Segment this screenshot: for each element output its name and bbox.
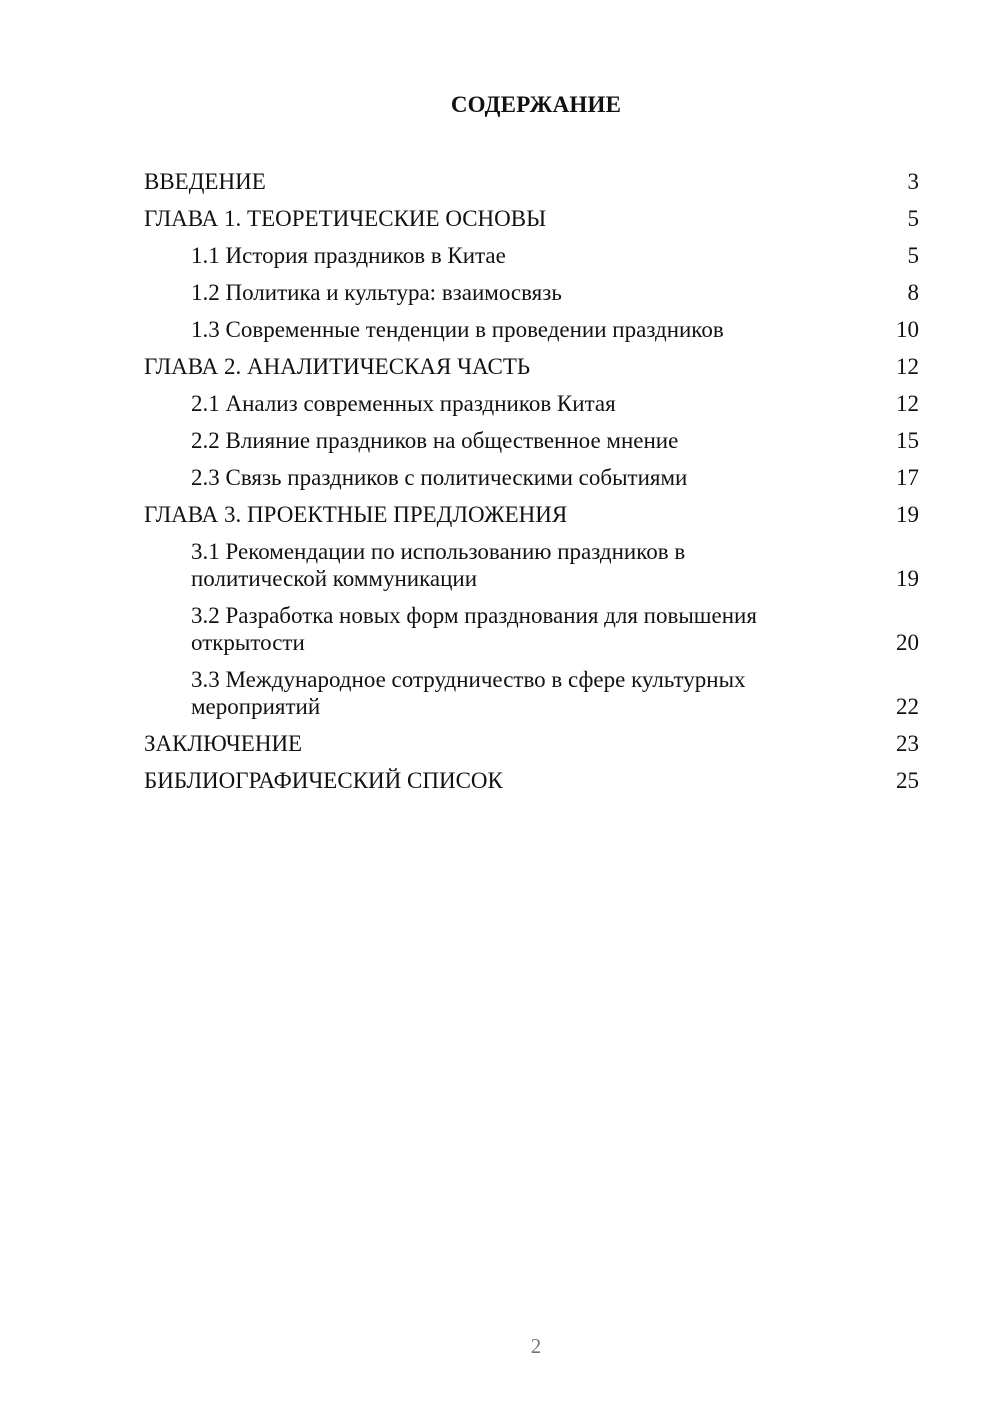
toc-entry-page-number: 5 bbox=[907, 243, 919, 268]
toc-entry-label: 2.2 Влияние праздников на общественное мнение bbox=[191, 428, 679, 453]
toc-entry[interactable] bbox=[144, 353, 919, 380]
toc-entry[interactable] bbox=[144, 464, 919, 491]
toc-entry-page-number: 5 bbox=[907, 206, 919, 231]
toc-entry-label: 2.1 Анализ современных праздников Китая bbox=[191, 391, 616, 416]
toc-entry[interactable] bbox=[144, 501, 919, 528]
toc-entry[interactable] bbox=[144, 205, 919, 232]
toc-entry[interactable] bbox=[144, 602, 919, 656]
toc-entry[interactable] bbox=[144, 242, 919, 269]
toc-entry-page-number: 19 bbox=[896, 502, 919, 527]
toc-entry-label: БИБЛИОГРАФИЧЕСКИЙ СПИСОК bbox=[144, 768, 503, 793]
toc-entry-page-number: 12 bbox=[896, 391, 919, 416]
toc-entry[interactable] bbox=[144, 168, 919, 195]
toc-entry-label: ГЛАВА 1. ТЕОРЕТИЧЕСКИЕ ОСНОВЫ bbox=[144, 206, 547, 231]
toc-entry-page-number: 10 bbox=[896, 317, 919, 342]
toc-entry-page-number: 12 bbox=[896, 354, 919, 379]
toc-entry-label: 3.2 Разработка новых форм празднования для повышения открытости bbox=[191, 603, 757, 655]
toc-entry-label: 1.2 Политика и культура: взаимосвязь bbox=[191, 280, 562, 305]
toc-entry-page-number: 15 bbox=[896, 428, 919, 453]
toc-entry[interactable] bbox=[144, 390, 919, 417]
toc-entry[interactable] bbox=[144, 767, 919, 794]
toc-entry-page-number: 19 bbox=[896, 566, 919, 591]
toc-entry-page-number: 22 bbox=[896, 694, 919, 719]
toc-entry-label: ГЛАВА 3. ПРОЕКТНЫЕ ПРЕДЛОЖЕНИЯ bbox=[144, 502, 568, 527]
toc-entry-label: ВВЕДЕНИЕ bbox=[144, 169, 266, 194]
toc-entry[interactable] bbox=[144, 730, 919, 757]
table-of-contents bbox=[144, 168, 919, 804]
toc-entry-label: 3.3 Международное сотрудничество в сфере культурных мероприятий bbox=[191, 667, 746, 719]
toc-entry-label: 1.1 История праздников в Китае bbox=[191, 243, 506, 268]
toc-entry[interactable] bbox=[144, 279, 919, 306]
toc-entry[interactable] bbox=[144, 316, 919, 343]
toc-entry[interactable] bbox=[144, 538, 919, 592]
toc-entry-page-number: 20 bbox=[896, 630, 919, 655]
toc-entry-label: ЗАКЛЮЧЕНИЕ bbox=[144, 731, 303, 756]
toc-entry-label: ГЛАВА 2. АНАЛИТИЧЕСКАЯ ЧАСТЬ bbox=[144, 354, 531, 379]
toc-entry-page-number: 25 bbox=[896, 768, 919, 793]
toc-entry[interactable] bbox=[144, 666, 919, 720]
page-number: 2 bbox=[530, 1334, 542, 1358]
toc-entry-page-number: 23 bbox=[896, 731, 919, 756]
toc-entry-label: 2.3 Связь праздников с политическими событиями bbox=[191, 465, 688, 490]
toc-title: СОДЕРЖАНИЕ bbox=[450, 92, 622, 117]
toc-entry[interactable] bbox=[144, 427, 919, 454]
toc-entry-page-number: 3 bbox=[907, 169, 919, 194]
toc-entry-label: 1.3 Современные тенденции в проведении праздников bbox=[191, 317, 724, 342]
toc-entry-label: 3.1 Рекомендации по использованию праздников в политической коммуникации bbox=[191, 539, 686, 591]
toc-entry-page-number: 8 bbox=[907, 280, 919, 305]
toc-entry-page-number: 17 bbox=[896, 465, 919, 490]
